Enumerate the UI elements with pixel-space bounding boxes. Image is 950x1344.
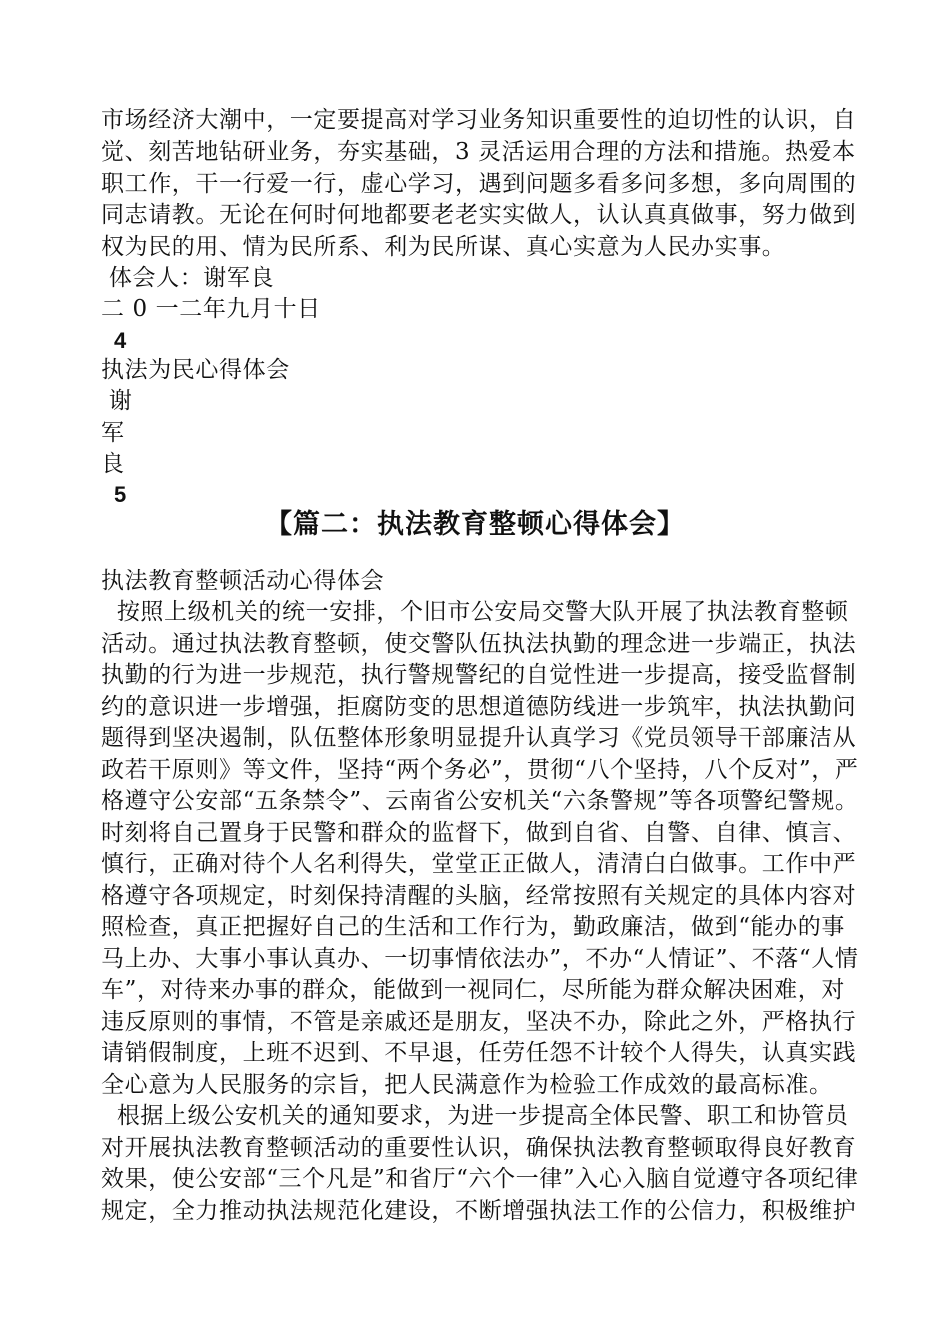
body-line: 请销假制度，上班不迟到、不早退，任劳任怨不计较个人得失，认真实践: [101, 1040, 857, 1066]
body-line: 觉、刻苦地钻研业务，夯实基础，3 灵活运用合理的方法和措施。热爱本: [101, 139, 856, 165]
section-subtitle: 执法教育整顿活动心得体会: [101, 568, 385, 594]
author-name-char: 良: [101, 451, 125, 477]
body-line: 约的意识进一步增强，拒腐防变的思想道德防线进一步筑牢，执法执勤问: [101, 694, 857, 720]
body-line: 格遵守公安部“五条禁令”、云南省公安机关“六条警规”等各项警纪警规。: [101, 788, 859, 814]
body-line: 对开展执法教育整顿活动的重要性认识，确保执法教育整顿取得良好教育: [101, 1135, 857, 1161]
author-name-char: 谢: [101, 388, 133, 414]
body-line: 同志请教。无论在何时何地都要老老实实做人，认认真真做事，努力做到: [101, 202, 857, 228]
body-line: 时刻将自己置身于民警和群众的监督下，做到自省、自警、自律、慎言、: [101, 820, 857, 846]
body-line: 活动。通过执法教育整顿，使交警队伍执法执勤的理念进一步端正，执法: [101, 631, 857, 657]
page-number: 5: [114, 482, 127, 507]
body-line: 按照上级机关的统一安排，个旧市公安局交警大队开展了执法教育整顿: [101, 599, 849, 625]
body-line: 格遵守各项规定，时刻保持清醒的头脑，经常按照有关规定的具体内容对: [101, 883, 857, 909]
author-name-char: 军: [101, 420, 125, 446]
body-line: 马上办、大事小事认真办、一切事情依法办”，不办“人情证”、不落“人情: [101, 946, 859, 972]
body-line: 效果，使公安部“三个凡是”和省厅“六个一律”入心入脑自觉遵守各项纪律: [101, 1166, 859, 1192]
body-line: 全心意为人民服务的宗旨，把人民满意作为检验工作成效的最高标准。: [101, 1072, 833, 1098]
body-line: 权为民的用、情为民所系、利为民所谋、真心实意为人民办实事。: [101, 234, 786, 260]
section-heading: 【篇二：执法教育整顿心得体会】: [265, 509, 685, 540]
repeated-title: 执法为民心得体会: [101, 357, 290, 383]
signer-line: 体会人：谢军良: [101, 265, 275, 291]
body-line: 慎行，正确对待个人名利得失，堂堂正正做人，清清白白做事。工作中严: [101, 851, 857, 877]
body-line: 照检查，真正把握好自己的生活和工作行为，勤政廉洁，做到“能办的事: [101, 914, 845, 940]
body-line: 执勤的行为进一步规范，执行警规警纪的自觉性进一步提高，接受监督制: [101, 662, 857, 688]
body-line: 根据上级公安机关的通知要求，为进一步提高全体民警、职工和协管员: [101, 1103, 849, 1129]
body-line: 市场经济大潮中，一定要提高对学习业务知识重要性的迫切性的认识，自: [101, 107, 857, 133]
date-line: 二 0 一二年九月十日: [101, 296, 321, 322]
body-line: 职工作，干一行爱一行，虚心学习，遇到问题多看多问多想，多向周围的: [101, 171, 857, 197]
body-line: 政若干原则》等文件，坚持“两个务必”，贯彻“八个坚持，八个反对”，严: [101, 757, 859, 783]
page-number: 4: [114, 328, 127, 353]
body-line: 车”，对待来办事的群众，能做到一视同仁，尽所能为群众解决困难，对: [101, 977, 845, 1003]
body-line: 违反原则的事情，不管是亲戚还是朋友，坚决不办，除此之外，严格执行: [101, 1009, 857, 1035]
body-line: 题得到坚决遏制，队伍整体形象明显提升认真学习《党员领导干部廉洁从: [101, 725, 857, 751]
body-line: 规定，全力推动执法规范化建设，不断增强执法工作的公信力，积极维护: [101, 1198, 857, 1224]
